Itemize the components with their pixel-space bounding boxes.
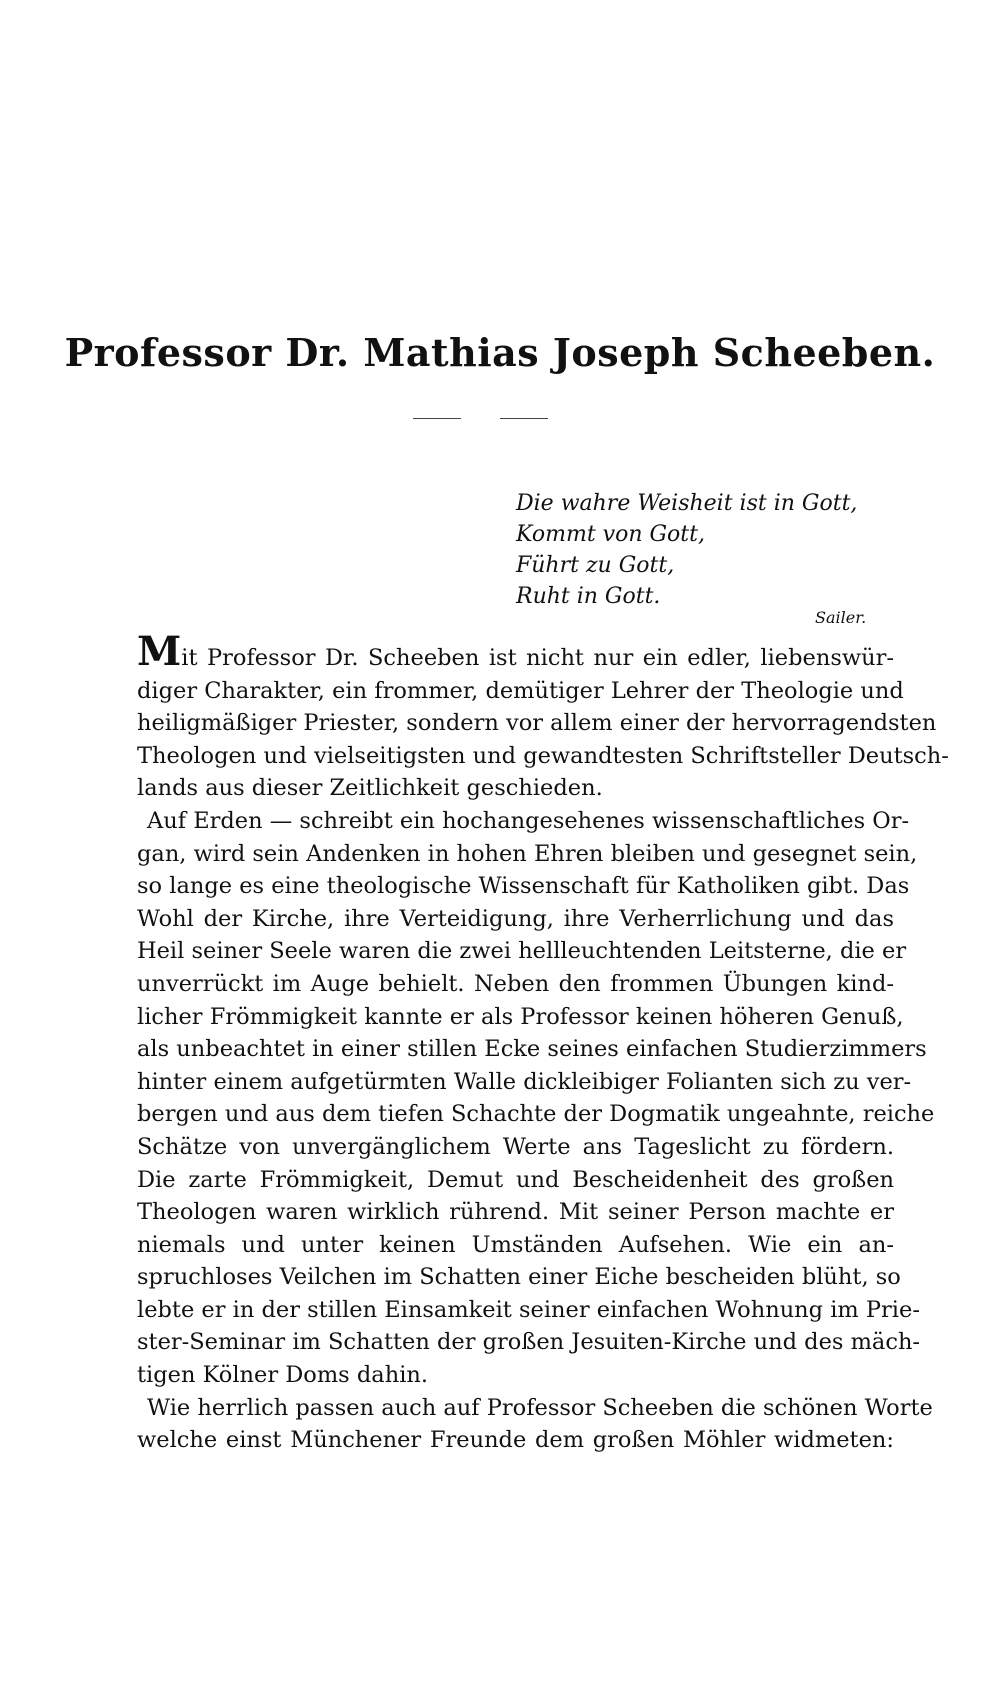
epigraph-line: Kommt von Gott, bbox=[516, 522, 705, 547]
text-line: diger Charakter, ein frommer, demütiger Lehrer der Theologie und bbox=[137, 677, 904, 704]
text-line: Theologen waren wirklich rührend. Mit seiner Person machte er bbox=[137, 1199, 894, 1226]
title-divider-right bbox=[500, 418, 548, 419]
text-line: so lange es eine theologische Wissenschaft für Katholiken gibt. Das bbox=[137, 873, 910, 900]
epigraph-line: Führt zu Gott, bbox=[516, 553, 675, 578]
text-line: Wie herrlich passen auch auf Professor Scheeben die schönen Worte bbox=[147, 1394, 933, 1421]
page-title: Professor Dr. Mathias Joseph Scheeben. bbox=[64, 330, 936, 375]
epigraph-line: Die wahre Weisheit ist in Gott, bbox=[516, 491, 858, 516]
text-line: welche einst Münchener Freunde dem großen Möhler widmeten: bbox=[137, 1427, 894, 1454]
body-text bbox=[137, 628, 949, 1457]
paragraph bbox=[137, 805, 935, 1392]
text-line: Wohl der Kirche, ihre Verteidigung, ihre Verherrlichung und das bbox=[137, 905, 894, 932]
paragraph bbox=[137, 1392, 933, 1457]
text-line: gan, wird sein Andenken in hohen Ehren bleiben und gesegnet sein, bbox=[137, 840, 918, 867]
text-line: it Professor Dr. Scheeben ist nicht nur ein edler, liebenswür- bbox=[181, 645, 894, 671]
epigraph-line: Ruht in Gott. bbox=[516, 584, 661, 609]
text-line: Heil seiner Seele waren die zwei hellleuchtenden Leitsterne, die er bbox=[137, 938, 907, 965]
text-line: hinter einem aufgetürmten Walle dickleibiger Folianten sich zu ver- bbox=[137, 1068, 912, 1095]
epigraph-author: Sailer. bbox=[815, 608, 867, 627]
text-line: spruchloses Veilchen im Schatten einer Eiche bescheiden blüht, so bbox=[137, 1264, 901, 1291]
text-line: lands aus dieser Zeitlichkeit geschieden. bbox=[137, 775, 603, 802]
text-line: niemals und unter keinen Umständen Aufsehen. Wie ein an- bbox=[137, 1231, 894, 1258]
text-line: unverrückt im Auge behielt. Neben den frommen Übungen kind- bbox=[137, 970, 894, 997]
epigraph bbox=[516, 488, 857, 612]
paragraph bbox=[137, 628, 949, 805]
title-divider-left bbox=[413, 418, 461, 419]
text-line: Schätze von unvergänglichem Werte ans Tageslicht zu fördern. bbox=[137, 1133, 894, 1160]
text-line: bergen und aus dem tiefen Schachte der Dogmatik ungeahnte, reiche bbox=[137, 1101, 935, 1128]
text-line: licher Frömmigkeit kannte er als Professor keinen höheren Genuß, bbox=[137, 1003, 904, 1030]
text-line: Auf Erden — schreibt ein hochangesehenes wissenschaftliches Or- bbox=[147, 807, 910, 834]
text-line: Theologen und vielseitigsten und gewandtesten Schriftsteller Deutsch- bbox=[137, 742, 949, 769]
text-line: heiligmäßiger Priester, sondern vor allem einer der hervorragendsten bbox=[137, 710, 937, 737]
text-line: ster-Seminar im Schatten der großen Jesuiten-Kirche und des mäch- bbox=[137, 1329, 921, 1356]
text-line: tigen Kölner Doms dahin. bbox=[137, 1362, 429, 1389]
drop-cap: M bbox=[137, 628, 182, 675]
text-line: lebte er in der stillen Einsamkeit seiner einfachen Wohnung im Prie- bbox=[137, 1296, 920, 1323]
text-line: Die zarte Frömmigkeit, Demut und Bescheidenheit des großen bbox=[137, 1166, 894, 1193]
text-line: als unbeachtet in einer stillen Ecke seines einfachen Studierzimmers bbox=[137, 1036, 927, 1063]
